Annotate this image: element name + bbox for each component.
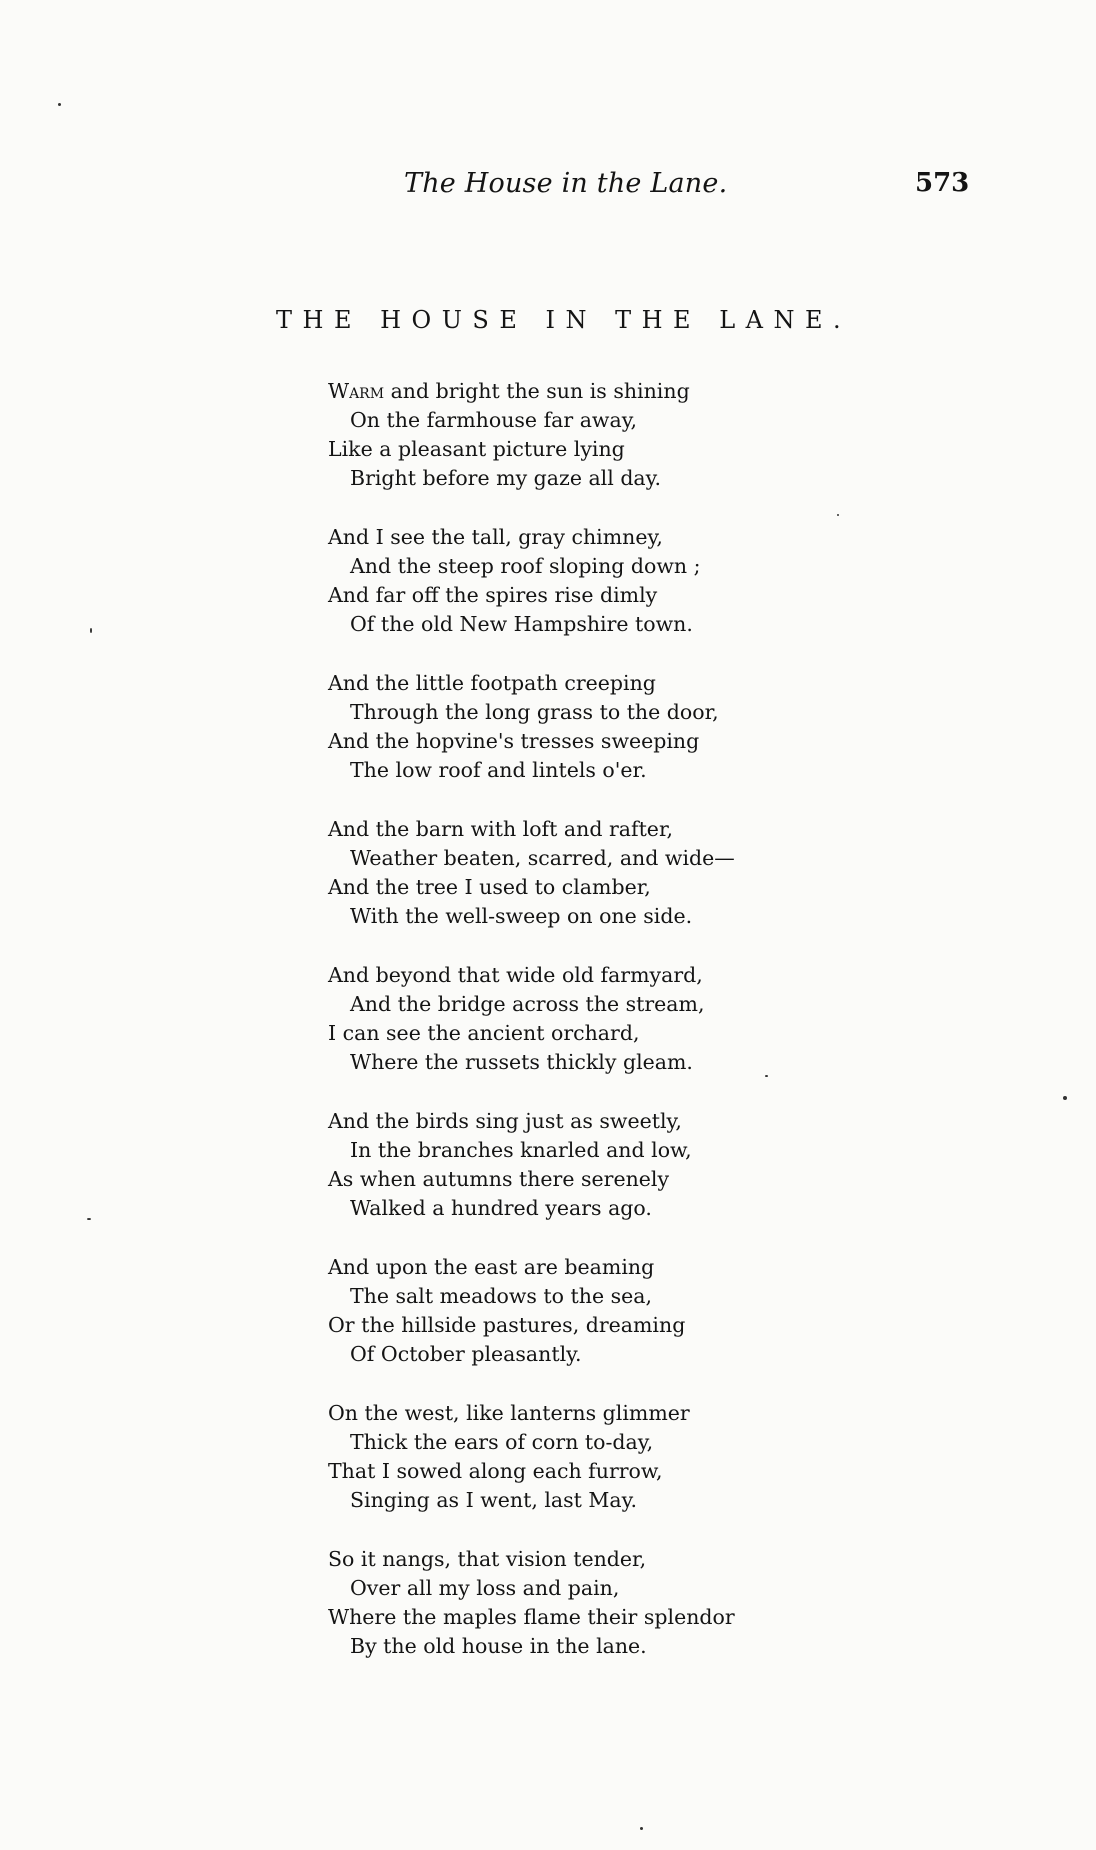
poem-line: By the old house in the lane. (350, 1634, 647, 1658)
stanza-4 (328, 815, 808, 931)
scan-speck (58, 103, 61, 106)
poem-line: In the branches knarled and low, (350, 1138, 692, 1162)
page-number: 573 (915, 168, 970, 198)
poem-line: And far off the spires rise dimly (328, 583, 658, 607)
poem-line: And the bridge across the stream, (350, 992, 705, 1016)
running-head-title: The House in the Lane. (404, 168, 728, 199)
stanza-6 (328, 1107, 808, 1223)
poem-line: Where the russets thickly gleam. (350, 1050, 693, 1074)
stanza-8 (328, 1399, 808, 1515)
stanza-7 (328, 1253, 808, 1369)
poem-line: Weather beaten, scarred, and wide— (350, 846, 735, 870)
poem-body (328, 377, 808, 1691)
stanza-9 (328, 1545, 808, 1661)
poem-line: On the west, like lanterns glimmer (328, 1401, 690, 1425)
poem-line: The low roof and lintels o'er. (350, 758, 647, 782)
poem-line (328, 377, 808, 406)
poem-line: And upon the east are beaming (328, 1255, 655, 1279)
poem-line: And the birds sing just as sweetly, (328, 1109, 682, 1133)
poem-line: Over all my loss and pain, (350, 1576, 620, 1600)
poem-line: And the tree I used to clamber, (328, 875, 651, 899)
poem-line: Like a pleasant picture lying (328, 437, 625, 461)
drop-word: Warm (328, 379, 385, 403)
poem-line: Of October pleasantly. (350, 1342, 582, 1366)
line-rest: and bright the sun is shining (384, 379, 690, 403)
poem-line: And the little footpath creeping (328, 671, 656, 695)
poem-line: And beyond that wide old farmyard, (328, 963, 703, 987)
poem-line: Singing as I went, last May. (350, 1488, 637, 1512)
scan-speck (87, 1218, 91, 1220)
poem-line: Walked a hundred years ago. (350, 1196, 652, 1220)
stanza-3 (328, 669, 808, 785)
poem-title: THE HOUSE IN THE LANE. (276, 306, 852, 334)
poem-line: And the steep roof sloping down ; (350, 554, 701, 578)
running-head (0, 168, 1096, 208)
poem-line: And the hopvine's tresses sweeping (328, 729, 700, 753)
poem-line: That I sowed along each furrow, (328, 1459, 663, 1483)
scan-speck (640, 1827, 643, 1830)
poem-line: On the farmhouse far away, (350, 408, 638, 432)
poem-line: Of the old New Hampshire town. (350, 612, 693, 636)
stanza-5 (328, 961, 808, 1077)
poem-line: And the barn with loft and rafter, (328, 817, 674, 841)
stanza-1 (328, 377, 808, 493)
scan-speck (1063, 1096, 1067, 1100)
poem-line: Or the hillside pastures, dreaming (328, 1313, 686, 1337)
poem-line: Thick the ears of corn to-day, (350, 1430, 654, 1454)
poem-line: I can see the ancient orchard, (328, 1021, 640, 1045)
scan-speck (837, 514, 839, 516)
scan-speck (765, 1075, 768, 1077)
poem-line: And I see the tall, gray chimney, (328, 525, 663, 549)
scan-speck (90, 628, 92, 633)
poem-line: As when autumns there serenely (328, 1167, 670, 1191)
poem-line: Bright before my gaze all day. (350, 466, 662, 490)
poem-line: With the well-sweep on one side. (350, 904, 693, 928)
poem-line: Through the long grass to the door, (350, 700, 719, 724)
poem-line: Where the maples flame their splendor (328, 1605, 735, 1629)
poem-line: So it nangs, that vision tender, (328, 1547, 647, 1571)
poem-line: The salt meadows to the sea, (350, 1284, 652, 1308)
stanza-2 (328, 523, 808, 639)
